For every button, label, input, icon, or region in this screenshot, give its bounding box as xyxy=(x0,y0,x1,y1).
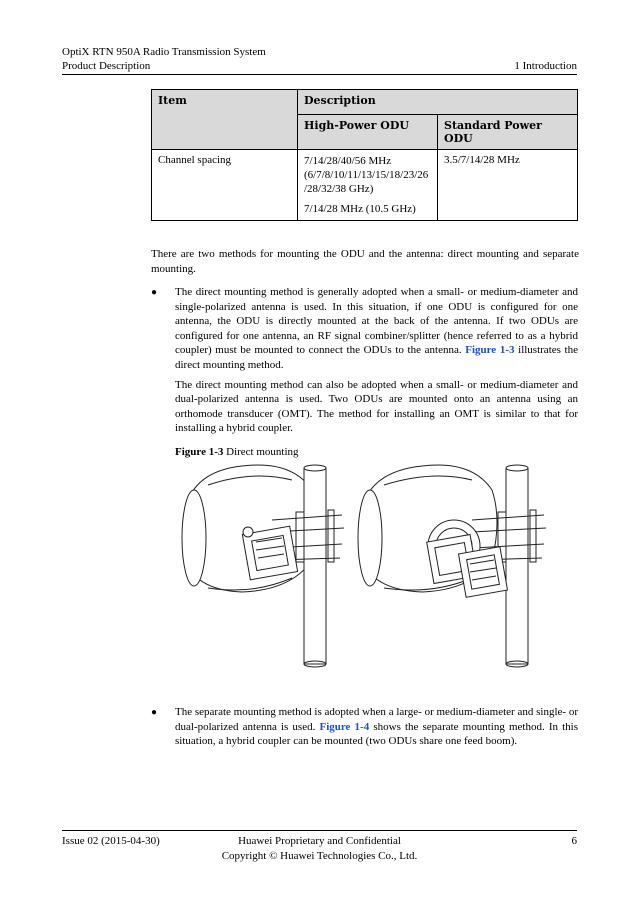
figure-label: Figure 1-3 xyxy=(175,446,224,458)
intro-paragraph: There are two methods for mounting the ODU and the antenna: direct mounting and separate mounting. xyxy=(151,248,579,275)
page-header xyxy=(62,45,577,73)
doc-title: OptiX RTN 950A Radio Transmission System xyxy=(62,46,266,58)
confidential-label: Huawei Proprietary and Confidential xyxy=(238,835,401,847)
section-title: 1 Introduction xyxy=(514,60,577,72)
table-row xyxy=(152,150,578,221)
bullet-paragraph-1b: The direct mounting method can also be adopted when a small- or medium-diameter and dual-polarized antenna is used. Two ODUs are mounted onto an antenna using an orthomode transducer (OMT). The method for installing an OMT is similar to that for installing a hybrid coupler. xyxy=(175,378,578,435)
figure-1-3-link[interactable]: Figure 1-3 xyxy=(465,344,515,357)
high-value-line2: (6/7/8/10/11/13/15/18/23/26 xyxy=(304,169,429,181)
odu-left xyxy=(242,526,297,580)
bullet-icon: ● xyxy=(151,707,158,718)
high-value-line1: 7/14/28/40/56 MHz xyxy=(304,155,392,167)
direct-mounting-figure xyxy=(172,460,562,670)
subheader-high-power: High-Power ODU xyxy=(298,115,438,150)
header-divider xyxy=(62,74,577,75)
high-power-cell xyxy=(298,150,438,221)
bullet-paragraph-1: The direct mounting method is generally adopted when a small- or medium-diameter and single-polarized antenna is used. In this situation, if one ODU is configured for one antenna, the ODU is directly mounted at the back of the antenna. If two ODUs are configured for one antenna, an RF signal combiner/splitter (hence referred to as a hybrid coupler) must be mounted to connect the ODUs to the antenna. Figure 1-3 illustrates the direct mounting method. The direct mounting method can also be adopted when a small- or medium-diameter and dual-polarized antenna is used. Two ODUs are mounted onto an antenna using an orthomode transducer (OMT). The method for installing an OMT is similar to that for installing a hybrid coupler. xyxy=(175,286,578,435)
page-number: 6 xyxy=(571,835,577,847)
standard-power-cell: 3.5/7/14/28 MHz xyxy=(438,150,578,221)
doc-type: Product Description xyxy=(62,60,151,72)
pole-left xyxy=(304,465,326,667)
issue-date: Issue 02 (2015-04-30) xyxy=(62,835,160,847)
odu-right-2 xyxy=(458,547,507,598)
spec-table xyxy=(151,89,578,221)
high-value-line4: 7/14/28 MHz (10.5 GHz) xyxy=(304,203,416,215)
figure-caption xyxy=(175,446,299,458)
col-header-description: Description xyxy=(298,90,578,115)
pole-right xyxy=(506,465,528,667)
bullet-paragraph-2: The separate mounting method is adopted when a large- or medium-diameter and single- or dual-polarized antenna is used. Figure 1-4 shows the separate mounting method. In this situation, a hybrid coupler can be mounted (two ODUs share one feed boom). xyxy=(175,706,578,748)
row-label: Channel spacing xyxy=(152,150,298,221)
footer-divider xyxy=(62,830,577,831)
figure-1-4-link[interactable]: Figure 1-4 xyxy=(319,720,370,733)
figure-title: Direct mounting xyxy=(226,446,299,458)
subheader-standard-power: Standard Power ODU xyxy=(438,115,578,150)
high-value-line3: /28/32/38 GHz) xyxy=(304,183,374,195)
copyright: Copyright © Huawei Technologies Co., Ltd. xyxy=(221,850,418,862)
col-header-item: Item xyxy=(152,90,298,150)
bullet-icon: ● xyxy=(151,287,158,298)
